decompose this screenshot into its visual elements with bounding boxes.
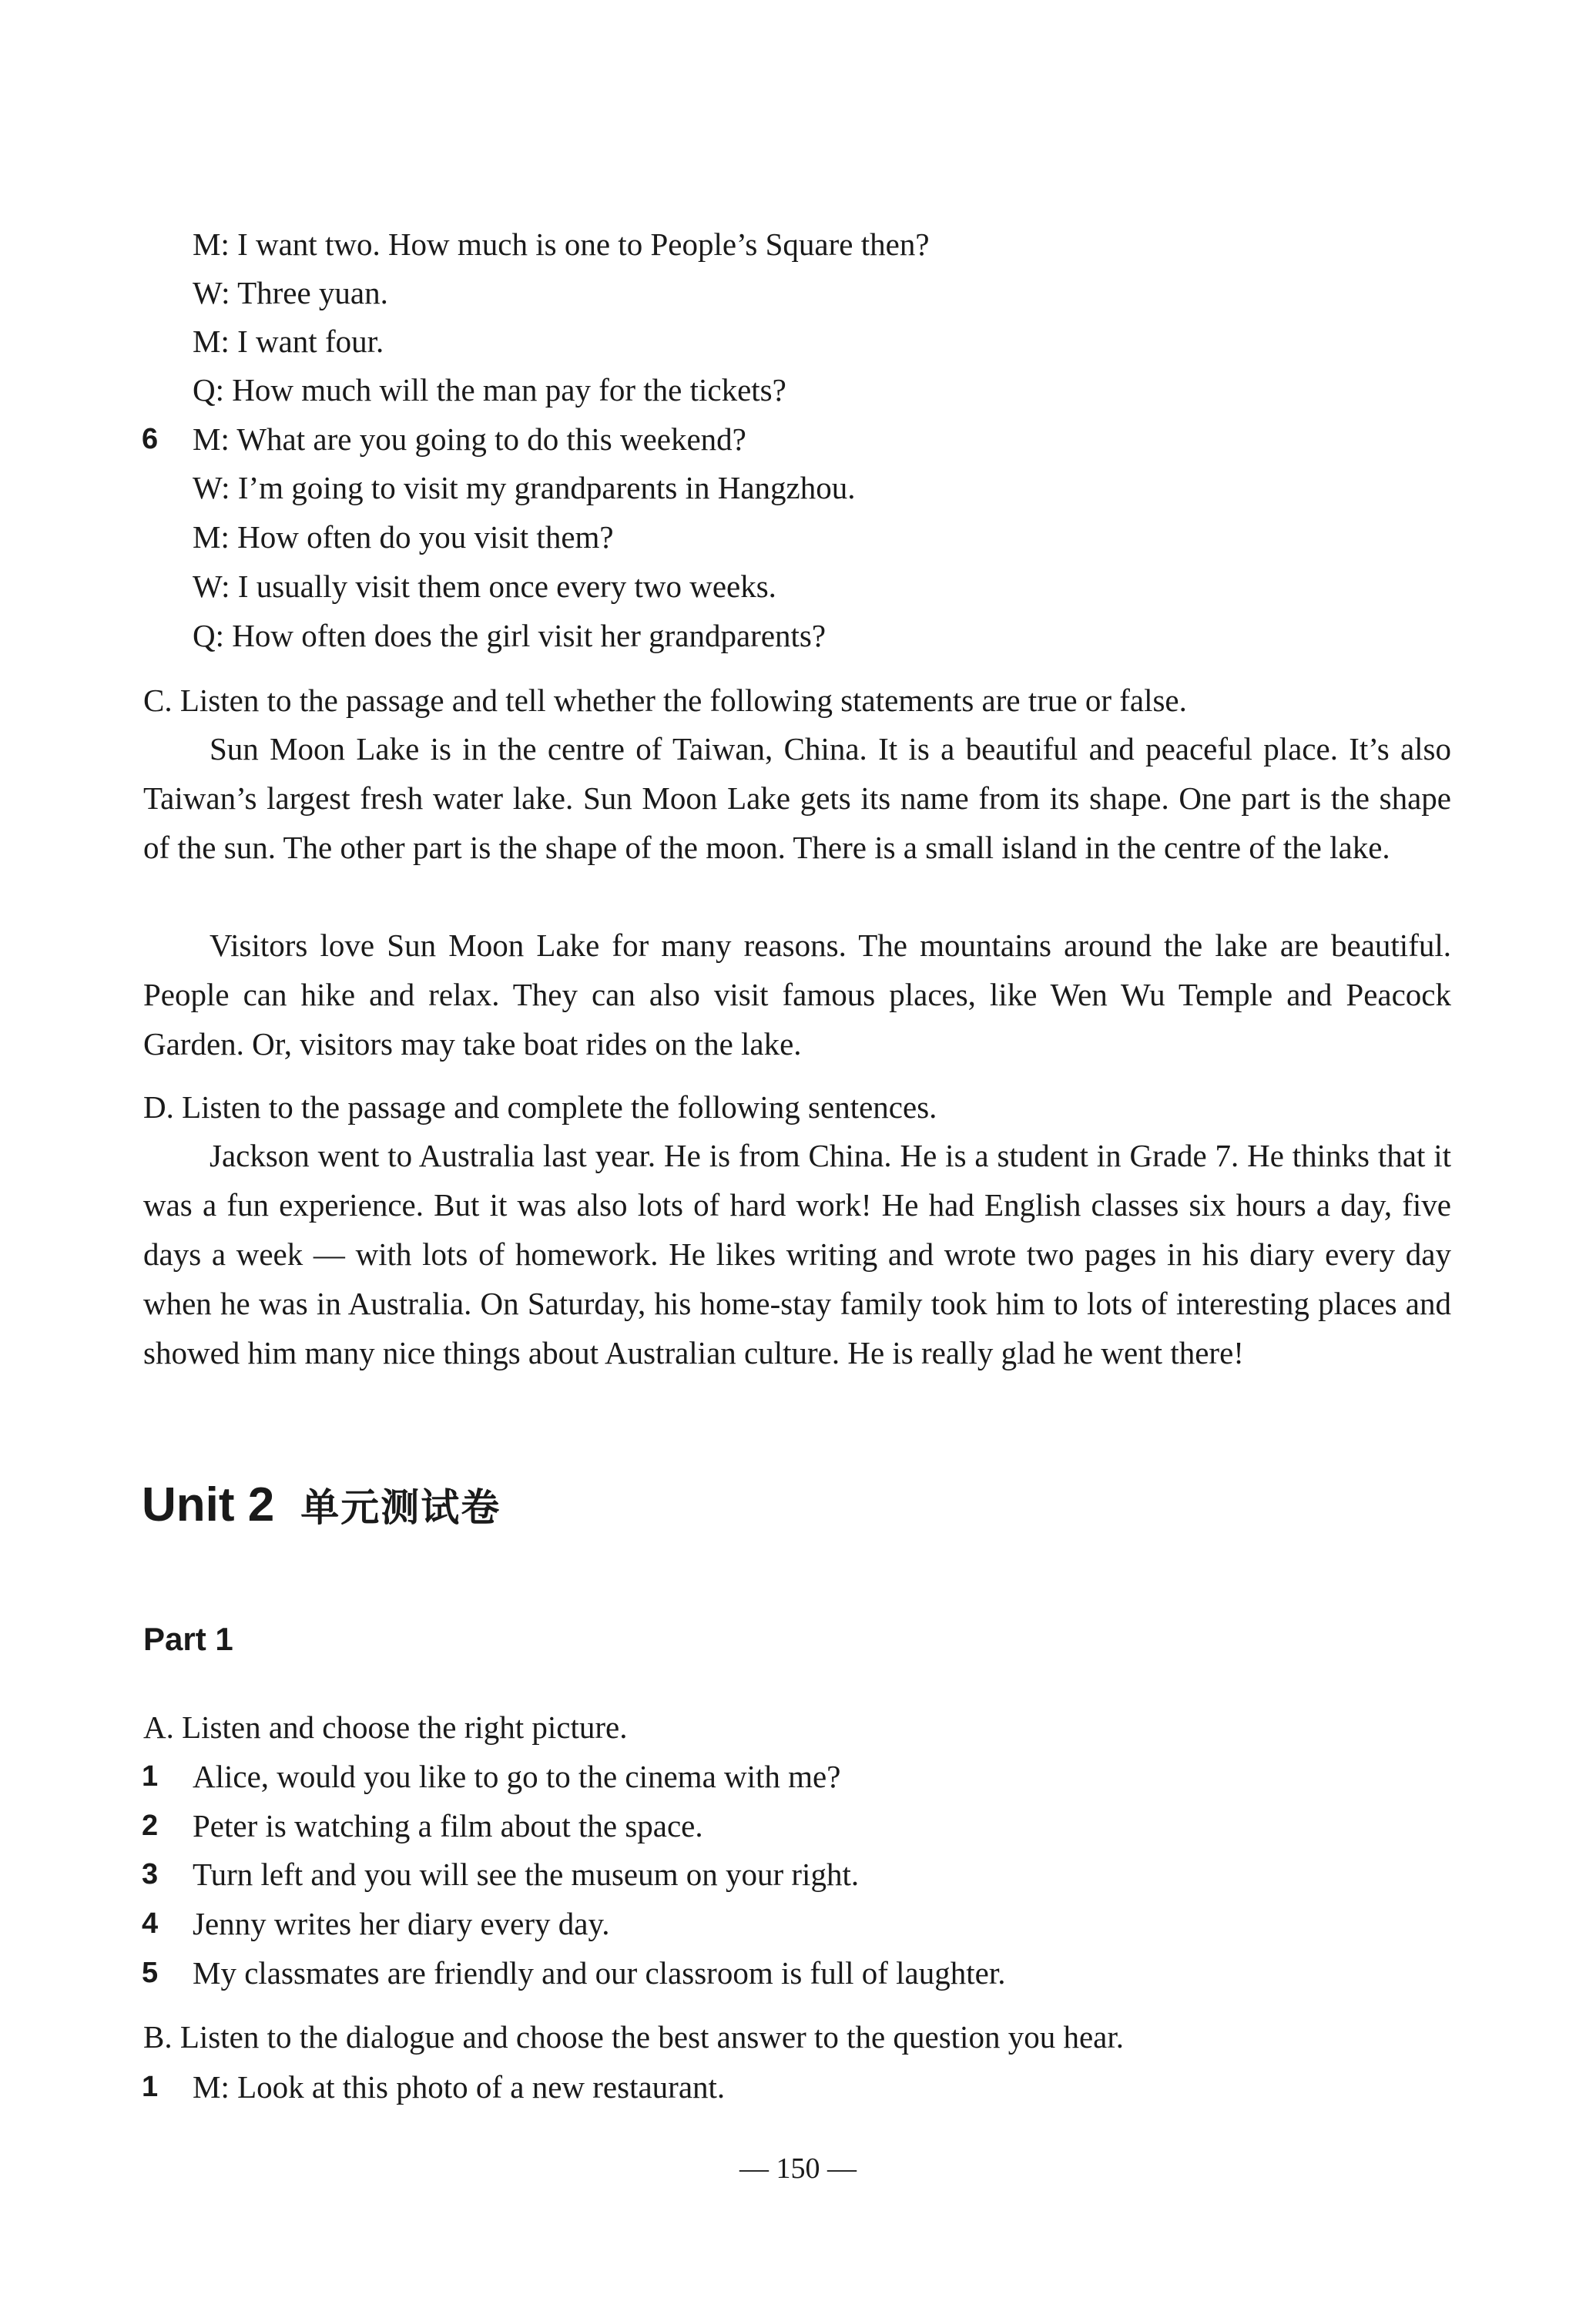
list-item: My classmates are friendly and our classroom is full of laughter. [193, 1955, 1006, 1991]
dialogue-line: W: Three yuan. [193, 275, 388, 310]
item-number: 1 [142, 2071, 159, 2103]
question-number: 6 [142, 423, 159, 455]
section-c-instruction: C. Listen to the passage and tell whether the following statements are true or false. [143, 683, 1187, 718]
dialogue-line: M: Look at this photo of a new restaurant. [193, 2069, 726, 2105]
section-c-paragraph-1: Sun Moon Lake is in the centre of Taiwan, China. It is a beautiful and peaceful place. It’s also Taiwan’s largest fresh water lake. Sun Moon Lake gets its name from its shape. One part is the shape of the sun. The other part is the shape of the moon. There is a small island in the centre of the lake. [143, 731, 1451, 865]
unit-heading [142, 1474, 501, 1538]
list-item: Peter is watching a film about the space. [193, 1808, 703, 1843]
part1-b-instruction: B. Listen to the dialogue and choose the best answer to the question you hear. [143, 2019, 1124, 2055]
dialogue-line: M: How often do you visit them? [193, 519, 614, 555]
section-d-instruction: D. Listen to the passage and complete the following sentences. [143, 1089, 937, 1125]
dialogue-line: M: What are you going to do this weekend? [193, 421, 746, 457]
list-item: Alice, would you like to go to the cinema with me? [193, 1759, 841, 1794]
item-number: 1 [142, 1760, 159, 1793]
section-d-paragraph: Jackson went to Australia last year. He is from China. He is a student in Grade 7. He thinks that it was a fun experience. But it was also lots of hard work! He had English classes six hours a day, five days a week — with lots of homework. He likes writing and wrote two pages in his diary every day when he was in Australia. On Saturday, his home-stay family took him to lots of interesting places and showed him many nice things about Australian culture. He is really glad he went there! [143, 1138, 1451, 1370]
unit-number: Unit 2 [142, 1478, 275, 1531]
dialogue-line: M: I want two. How much is one to People’s Square then? [193, 226, 930, 262]
item-number: 4 [142, 1907, 159, 1940]
dialogue-line: W: I’m going to visit my grandparents in Hangzhou. [193, 470, 856, 505]
part-heading: Part 1 [143, 1621, 233, 1657]
dialogue-line: Q: How much will the man pay for the tickets? [193, 372, 786, 408]
list-item: Jenny writes her diary every day. [193, 1906, 610, 1941]
page-number: — 150 — [739, 2152, 857, 2185]
dialogue-line: Q: How often does the girl visit her grandparents? [193, 618, 826, 653]
part1-a-instruction: A. Listen and choose the right picture. [143, 1709, 628, 1745]
item-number: 3 [142, 1858, 159, 1890]
section-c-paragraph-2: Visitors love Sun Moon Lake for many reasons. The mountains around the lake are beautiful. People can hike and relax. They can also visit famous places, like Wen Wu Temple and Peacock Garden. Or, visitors may take boat rides on the lake. [143, 928, 1451, 1062]
dialogue-line: W: I usually visit them once every two weeks. [193, 569, 776, 604]
item-number: 2 [142, 1810, 159, 1842]
unit-title-cn: 单元测试卷 [300, 1486, 501, 1529]
list-item: Turn left and you will see the museum on your right. [193, 1857, 860, 1892]
item-number: 5 [142, 1957, 159, 1989]
dialogue-line: M: I want four. [193, 324, 384, 359]
